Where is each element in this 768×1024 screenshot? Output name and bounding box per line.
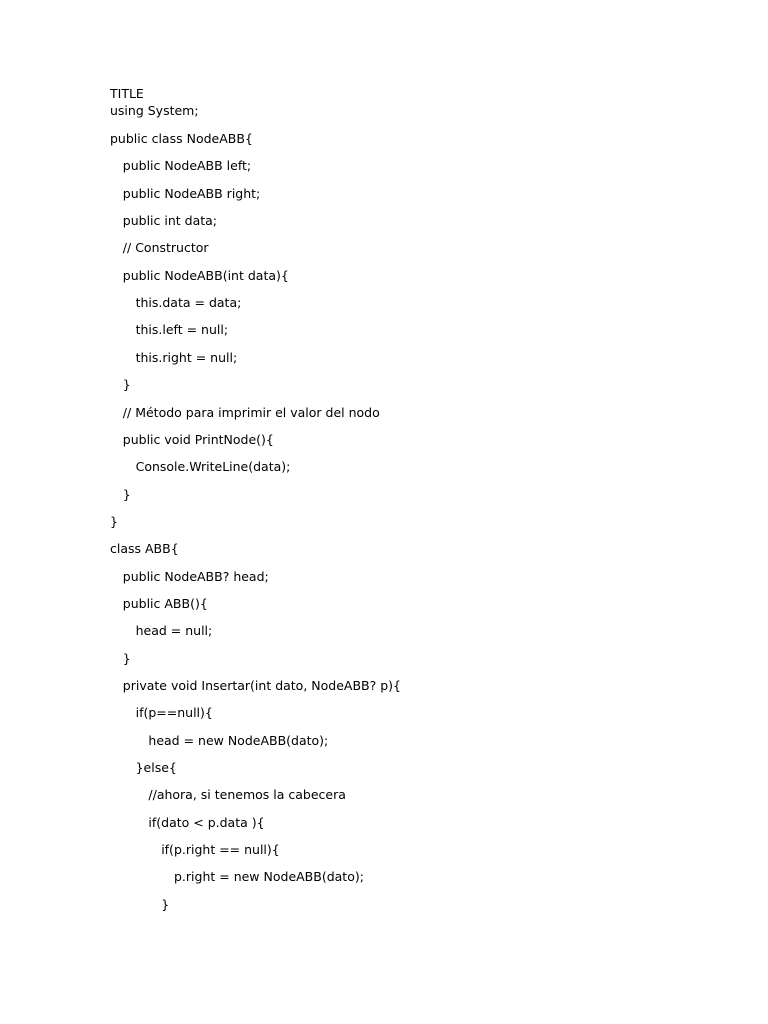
code-line: } (122, 486, 131, 502)
code-line: this.data = data; (135, 295, 242, 311)
code-line: private void Insertar(int dato, NodeABB? p){ (122, 678, 401, 693)
code-line: this.right = null; (135, 349, 238, 365)
code-line: using System; (110, 103, 199, 118)
code-line: public NodeABB(int data){ (122, 267, 289, 283)
code-line: public void PrintNode(){ (122, 431, 274, 447)
code-line: //ahora, si tenemos la cabecera (148, 787, 346, 803)
code-line: public NodeABB? head; (122, 568, 269, 584)
code-line: class ABB{ (110, 541, 179, 557)
code-line: public NodeABB right; (122, 185, 261, 201)
code-line: this.left = null; (135, 322, 229, 338)
code-line: head = new NodeABB(dato); (148, 732, 329, 748)
code-line: if(p==null){ (135, 705, 213, 721)
code-line: } (161, 896, 170, 912)
code-line: p.right = new NodeABB(dato); (174, 869, 364, 885)
code-line: public NodeABB left; (122, 158, 252, 174)
code-line: if(dato < p.data ){ (148, 814, 265, 830)
code-line: // Constructor (122, 240, 209, 256)
code-line: } (122, 650, 131, 666)
code-line: public ABB(){ (122, 595, 208, 611)
code-line: public class NodeABB{ (110, 131, 253, 146)
document-title: TITLE (110, 86, 144, 101)
code-line: } (122, 377, 131, 393)
code-line: // Método para imprimir el valor del nodo (122, 404, 380, 420)
code-line: }else{ (135, 760, 177, 776)
code-line: } (110, 513, 118, 529)
code-line: public int data; (122, 213, 218, 229)
code-line: if(p.right == null){ (161, 842, 280, 858)
code-line: head = null; (135, 623, 213, 639)
code-line: Console.WriteLine(data); (135, 459, 291, 475)
